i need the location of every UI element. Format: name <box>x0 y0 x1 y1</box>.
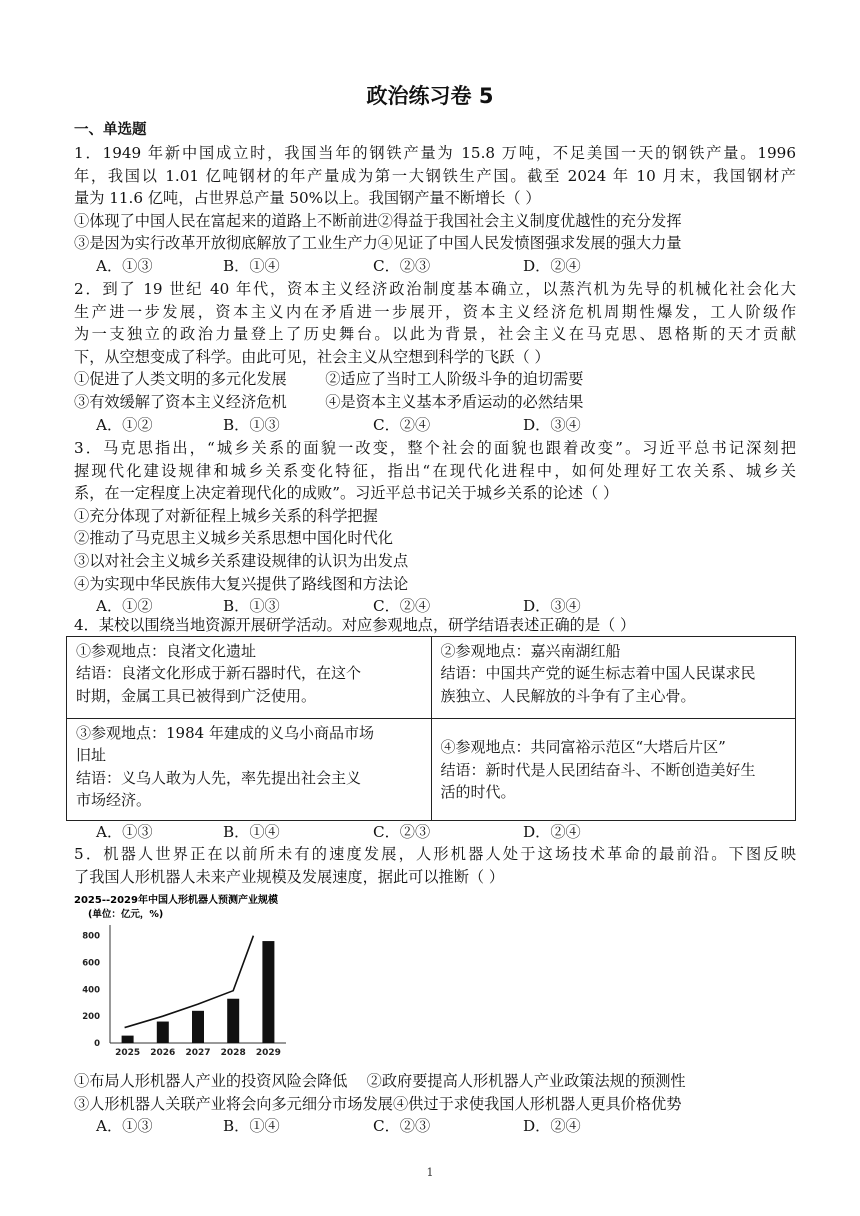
option-c[interactable]: C．②③ <box>373 1117 431 1136</box>
bar <box>122 1036 134 1043</box>
question-text-line: 系，在一定程度上决定着现代化的成败”。习近平总书记关于城乡关系的论述（ ） <box>74 484 619 503</box>
y-tick-label: 0 <box>94 1039 100 1049</box>
answer-options <box>74 255 796 278</box>
x-tick-label: 2027 <box>185 1048 211 1058</box>
y-tick-label: 600 <box>82 958 100 969</box>
x-tick-label: 2026 <box>150 1048 176 1058</box>
option-a[interactable]: A．①③ <box>96 256 153 275</box>
chart-svg <box>74 889 294 1059</box>
cell-line: ②参观地点：嘉兴南湖红船 <box>440 642 621 660</box>
section-heading: 一、单选题 <box>74 122 147 138</box>
statement-line: ③以对社会主义城乡关系建设规律的认识为出发点 <box>74 551 409 570</box>
question-5 <box>74 843 796 888</box>
statement-line: ①体现了中国人民在富起来的道路上不断前进②得益于我国社会主义制度优越性的充分发挥 <box>74 211 682 230</box>
question-text-line: 为一支独立的政治力量登上了历史舞台。以此为背景，社会主义在马克思、恩格斯的天才贡献 <box>74 325 796 344</box>
option-b[interactable]: B．①④ <box>223 256 280 275</box>
table-cell <box>67 719 432 821</box>
cell-line: 旧址 <box>76 746 107 765</box>
question-text-line: 了我国人形机器人未来产业规模及发展速度，据此可以推断（ ） <box>74 867 505 886</box>
option-d[interactable]: D．②④ <box>523 256 581 275</box>
statement-line: ②推动了马克思主义城乡关系思想中国化时代化 <box>74 529 393 548</box>
research-trip-table <box>66 636 796 821</box>
question-text-line: 握现代化建设规律和城乡关系变化特征，指出“在现代化进程中，如何处理好工农关系、城乡关 <box>74 461 796 480</box>
statement-line: ①充分体现了对新征程上城乡关系的科学把握 <box>74 506 378 525</box>
cell-line: 市场经济。 <box>76 791 152 810</box>
option-d[interactable]: D．②④ <box>523 1117 581 1136</box>
cell-line: 时期，金属工具已被得到广泛使用。 <box>76 686 317 705</box>
cell-line: 族独立、人民解放的斗争有了主心骨。 <box>440 686 696 705</box>
x-tick-label: 2025 <box>115 1048 141 1058</box>
question-text-line: 4．某校以围绕当地资源开展研学活动。对应参观地点，研学结语表述正确的是（ ） <box>74 616 636 634</box>
cell-line: 结语：新时代是人民团结奋斗、不断创造美好生 <box>440 760 756 779</box>
x-tick-label: 2029 <box>255 1048 281 1058</box>
bar <box>227 999 239 1043</box>
question-4 <box>74 614 796 637</box>
cell-line: 结语：义乌人敢为人先，率先提出社会主义 <box>76 768 362 787</box>
table-cell <box>431 637 796 719</box>
answer-options <box>74 821 796 844</box>
option-b[interactable]: B．①④ <box>223 823 280 841</box>
y-tick-label: 200 <box>82 1012 100 1023</box>
page-number: 1 <box>426 1166 434 1179</box>
answer-options <box>74 414 796 437</box>
option-b[interactable]: B．①④ <box>223 1117 280 1136</box>
option-c[interactable]: C．②③ <box>373 256 431 275</box>
chart-title: 2025--2029年中国人形机器人预测产业规模 <box>74 895 278 906</box>
bar <box>192 1011 204 1043</box>
option-d[interactable]: D．②④ <box>523 823 581 841</box>
question-5-statements <box>74 1070 796 1138</box>
option-a[interactable]: A．①③ <box>96 1117 153 1136</box>
cell-line: 活的时代。 <box>440 783 516 802</box>
option-c[interactable]: C．②④ <box>373 597 431 616</box>
question-4-options-block <box>74 821 796 844</box>
y-tick-label: 400 <box>82 985 100 996</box>
cell-line: 结语：中国共产党的诞生标志着中国人民谋求民 <box>440 664 756 683</box>
question-1 <box>74 142 796 278</box>
cell-line: ③参观地点：1984 年建成的义乌小商品市场 <box>76 724 374 742</box>
statement-line: ③是因为实行改革开放彻底解放了工业生产力④见证了中国人民发愤图强求发展的强大力量 <box>74 234 682 253</box>
question-text-line: 量为 11.6 亿吨，占世界总产量 50%以上。我国钢产量不断增长（ ） <box>74 189 541 208</box>
page-title: 政治练习卷 5 <box>366 84 494 108</box>
robot-industry-chart <box>74 889 294 1059</box>
question-text-line: 2．到了 19 世纪 40 年代，资本主义经济政治制度基本确立，以蒸汽机为先导的机械化社会化大 <box>74 280 796 298</box>
question-text-line: 下，从空想变成了科学。由此可见，社会主义从空想到科学的飞跃（ ） <box>74 347 550 366</box>
option-d[interactable]: D．③④ <box>523 597 581 616</box>
question-2 <box>74 278 796 436</box>
option-b[interactable]: B．①③ <box>223 415 280 434</box>
option-a[interactable]: A．①② <box>96 415 153 434</box>
table-cell <box>431 719 796 821</box>
answer-options <box>74 1115 796 1138</box>
option-d[interactable]: D．③④ <box>523 415 581 434</box>
option-a[interactable]: A．①② <box>96 597 153 616</box>
cell-line: ④参观地点：共同富裕示范区“大塔后片区” <box>440 738 726 757</box>
question-text-line: 1．1949 年新中国成立时，我国当年的钢铁产量为 15.8 万吨，不足美国一天的钢铁产量。1996 <box>74 144 796 162</box>
option-b[interactable]: B．①③ <box>223 597 280 616</box>
bar <box>157 1022 169 1043</box>
question-text-line: 年，我国以 1.01 亿吨钢材的年产量成为第一大钢铁生产国。截至 2024 年 10 月末，我国钢材产 <box>74 166 796 185</box>
cell-line: ①参观地点：良渚文化遗址 <box>76 642 257 660</box>
chart-subtitle: (单位：亿元，%) <box>88 909 164 920</box>
x-tick-label: 2028 <box>220 1048 246 1058</box>
statement-line: ④为实现中华民族伟大复兴提供了路线图和方法论 <box>74 574 409 593</box>
statement-line: ①促进了人类文明的多元化发展 ②适应了当时工人阶级斗争的迫切需要 <box>74 370 584 389</box>
bar <box>262 941 274 1043</box>
cell-line: 结语：良渚文化形成于新石器时代，在这个 <box>76 664 362 683</box>
question-3 <box>74 437 796 618</box>
statement-line: ①布局人形机器人产业的投资风险会降低 ②政府要提高人形机器人产业政策法规的预测性 <box>74 1072 686 1090</box>
statement-line: ③有效缓解了资本主义经济危机 ④是资本主义基本矛盾运动的必然结果 <box>74 392 584 411</box>
question-text-line: 3．马克思指出，“城乡关系的面貌一改变，整个社会的面貌也跟着改变”。习近平总书记深刻把 <box>74 439 796 457</box>
table-cell <box>67 637 432 719</box>
question-text-line: 5．机器人世界正在以前所未有的速度发展，人形机器人处于这场技术革命的最前沿。下图反映 <box>74 845 796 863</box>
option-c[interactable]: C．②③ <box>373 823 431 841</box>
option-a[interactable]: A．①③ <box>96 823 153 841</box>
statement-line: ③人形机器人关联产业将会向多元细分市场发展④供过于求使我国人形机器人更具价格优势 <box>74 1094 682 1113</box>
question-text-line: 生产进一步发展，资本主义内在矛盾进一步展开，资本主义经济危机周期性爆发，工人阶级作 <box>74 302 796 321</box>
option-c[interactable]: C．②④ <box>373 415 431 434</box>
y-tick-label: 800 <box>82 931 100 942</box>
